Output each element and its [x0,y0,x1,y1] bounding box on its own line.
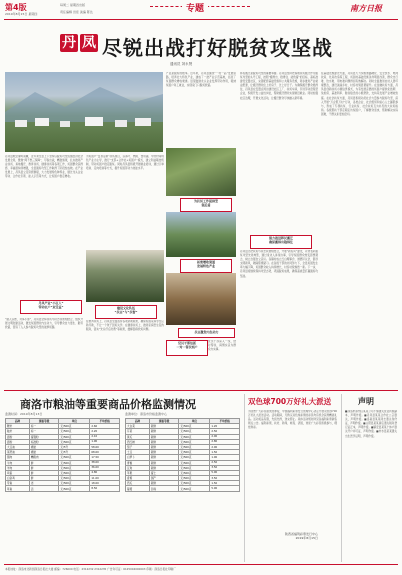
table-cell: 36.00 [90,465,120,470]
article-col-3-top: 产业是脱贫的根本。近年来，丹凤县围绕“一村一品”发展思路，培育壮大特色产业，建成了一批产业示范基地，拓宽了贫困群众增收渠道。县里鼓励龙头企业发挥带动作用，吸纳贫困户务工就业，实现家门口脱贫致富。 [166,72,236,88]
farm-photo [166,148,236,196]
table-cell: 面粉 [6,439,30,444]
article-col-1-top: 丹凤县地处秦岭南麓，近年来全县上下坚持以脱贫攻坚统揽经济社会发展全局，聚焦“两不愁三保障”，尽锐出战，精准施策，扎实推进产业扶贫、易地搬迁、教育扶贫、健康扶贫等各项工作，贫困群众获得感、幸福感持续增强，全县脱贫攻坚工作取得了阶段性成效。在产业发展上，丹凤县立足资源禀赋，大力发展特色种养业，通过龙头企业带动、合作社引领、能人示范等方式，让贫困户稳定增收。 [5,155,83,179]
workshop-photo [166,273,236,325]
caption-income [180,259,232,273]
table-cell: 18.00 [90,481,120,486]
caption-aspiration-text: 扶志激发内生动力 [194,330,219,334]
table-cell: 新鲜 [149,434,179,439]
headline-byline: 通讯员 刘永贤 [170,62,193,66]
table-cell: 豆角 [126,465,150,470]
headline-title: 尽锐出战打好脱贫攻坚战 [102,36,333,60]
table-cell: 元/500克 [59,476,90,481]
table-cell: 白萝卜 [126,455,150,460]
statement-title: 声明 [358,397,374,406]
statement-body: ■商洛市商州区某某公司不慎遗失营业执照副本，声明作废。■丹凤县某某合作社公章遗失，声明作废。■洛南县某某同志遗失身份证，声明作废。■山阳县某某商店遗失税务登记证正本，声明作废。■镇安县某某个体户遗失开户许可证，声明作废。■柞水县某某遗失出生医学证明，声明作废。 [345,410,397,438]
table-cell: 新鲜 [149,460,179,465]
headline-area [0,22,402,72]
header-date: 2019年8月15日 星期四 [5,12,38,16]
article-col-4: 移民搬迁是脱贫攻坚的重要举措。丹凤县坚持把易地扶贫搬迁作为脱贫攻坚的头号工程，按照“搬得出、稳得住、能致富”的目标，高标准建设安置社区，完善配套基础设施和公共服务设施，同步推进产业就业配套，让搬迁群众住上好房子、过上好日子。为确保搬迁群众稳得住，丹凤县在安置点周边建设社区工厂、扶贫车间，引进劳动密集型企业，积极开发公益性岗位，帮助搬迁群众实现就近就业。同时加强社区治理，开展文化活动，让搬迁群众尽快融入新环境。 [240,72,318,100]
caption-culture [95,305,157,319]
table-cell: 鸡蛋 [6,470,30,475]
table-cell: 元/5升 [59,444,90,449]
table-cell: 2.20 [90,429,120,434]
table-cell: 2.60 [90,424,120,429]
table-cell: 粳米 [6,424,30,429]
table-cell: 标准粉 [29,439,59,444]
table-cell: 元/500克 [179,455,210,460]
price-table-subtitle-left: 监测时间：2019年8月13日 [5,412,43,416]
caption-relocation-text: 强力推进移民搬迁 确保搬得出稳得住 [268,236,293,244]
table-cell: 富强粉 [29,434,59,439]
article-col-5: 在基础设施建设方面，丹凤县大力实施道路硬化、安全饮水、电网改造、危房改造等工程，贫困村基础设施条件明显改善，群众出行难、饮水难、用电难问题得到有效解决。同时全面推进农村人居环境整治，建设美丽乡村，村容村貌显著提升。在金融扶贫方面，丹凤县创新扶贫小额信贷模式，为有发展意愿的贫困户提供免抵押、免担保、基准利率、财政贴息的小额贷款，支持其发展产业增收致富。在社会扶贫方面，丹凤县积极动员社会力量参与脱贫攻坚，深入开展“万企帮万村”行动，各类企业、社会组织和爱心人士踊跃参与，形成了专项扶贫、行业扶贫、社会扶贫互为补充的大扶贫格局。各级帮扶干部定期走访贫困户，了解群众需求，帮助解决实际困难，干群关系更加密切。 [321,72,398,116]
table-cell: 元/500克 [59,470,90,475]
table-header-cell: 平均价格 [90,419,120,424]
table-cell: 白条鸡 [6,476,30,481]
table-cell: 2.50 [210,460,240,465]
table-cell: 鲜 [29,460,59,465]
table-cell: 元/500克 [59,455,90,460]
table-cell: 黄瓜 [126,434,150,439]
lottery-section [244,394,340,562]
caption-support [180,198,232,212]
table-cell: 活 [29,486,59,491]
table-cell: 大白菜 [126,424,150,429]
table-cell: 元/500克 [59,481,90,486]
table-cell: 元/500克 [59,424,90,429]
table-cell: 菜籽油 [6,450,30,455]
caption-party-text: 党员干部包抓 一对一帮扶到户 [176,341,198,349]
headline-tag-2: 凤 [82,35,96,51]
table-cell: 元/500克 [179,450,210,455]
table-cell: 苹果 [126,470,150,475]
table-cell: 籼米 [6,429,30,434]
headline-tag-1: 丹 [62,35,76,51]
table-row [126,486,240,491]
table-cell: 元/500克 [59,486,90,491]
masthead: 南方日报 [350,4,382,13]
price-table-section [5,394,241,562]
table-cell: 元/500克 [179,460,210,465]
table-cell: 5.00 [210,470,240,475]
footer-info: 本报地址：商洛市北新街商洛日报社大楼 邮编：726000 电话：2312232 2312235 广告许可证：6125004000003 印刷：商洛日报社印刷厂 [5,567,176,571]
statement-section [341,394,399,562]
table-cell: 鲜 [29,465,59,470]
footer-rule [4,564,398,565]
page-number: 第4版 [5,3,27,12]
table-cell: 17.50 [90,455,120,460]
table-cell: 58.00 [90,444,120,449]
table-cell: 元/500克 [59,460,90,465]
table-cell: 新鲜 [149,439,179,444]
table-cell: 精瘦肉 [29,455,59,460]
table-cell: 新鲜 [149,465,179,470]
table-cell: 国产 [149,476,179,481]
table-header-cell: 品种 [6,419,30,424]
table-cell: 桶装 [29,450,59,455]
article-col-2-bottom: 在教育扶贫上，丹凤县全面落实各项资助政策，确保贫困家庭学生应助尽助，不让一个孩子因贫失学；在健康扶贫上，推进家庭医生签约服务，落实“先诊疗后付费”等政策，缓解因病致贫问题。 [86,320,164,332]
article-col-4-bottom: 丹凤县还把扶贫与扶志扶智相结合，开展“新民风”建设，评选表彰脱贫攻坚先进典型，通过身边人讲身边事，引导贫困群众转变思想观念，树立自强自立意识。各镇村成立红白理事会、道德评议会，倡导文明新风，破除陈规陋习。在各级干部的共同努力下，全县贫困发生率大幅下降，贫困群众收入持续增长，村容村貌焕然一新。下一步，丹凤县将继续保持攻坚态势，巩固脱贫成果，确保高质量打赢脱贫攻坚战。 [240,250,318,278]
cultural-photo [86,250,164,302]
table-header-cell: 品种 [126,419,150,424]
table-cell: 新鲜 [149,429,179,434]
table-cell: 元/500克 [179,486,210,491]
table-cell: 青椒 [126,460,150,465]
price-table-subtitle-right: 监测单位：商洛市价格监测中心 [125,412,168,416]
caption-income-text: 拓宽增收渠道 发展特色产业 [196,260,215,268]
table-cell: 元/500克 [59,434,90,439]
table-cell: 元/500克 [179,439,210,444]
table-cell: 新鲜 [149,450,179,455]
header-editor-line: 责任编辑 田佳 美编 陈达 [60,10,93,14]
article-col-1-bottom: “做人以德，共享小康”，丹凤县坚持扶贫与扶志扶智相结合，组织开展文明创建活动，激发贫困群众内生动力，引导群众自力更生、勤劳致富，营造了人人参与脱贫攻坚的浓厚氛围。 [5,318,83,330]
village-photo-art [5,72,163,152]
table-cell: 元/500克 [179,434,210,439]
article-col-2-top: 为贫困户“量身定制”扶贫项目，以茶叶、核桃、食用菌、中药材等特色产业为主导，推行“支部+合作社+贫困户”模式，建立利益联结机制，带动贫困户稳定脱贫。同时丹凤县积极开展就业培训，通过订单培训、定向培训等方式，提升贫困劳动力技能水平。 [86,155,164,171]
table-cell: 香蕉 [126,476,150,481]
table-row [6,486,120,491]
header-mid-text: 每周二 星期四出版 [60,3,85,7]
article-col-3-bottom: 党员干部深入一线，结对帮扶，真情实意为群众办实事。 [208,340,236,352]
table-cell: 4.80 [90,470,120,475]
table-cell: 元/5升 [59,450,90,455]
table-cell: 茄子 [126,444,150,449]
table-cell: 草鱼 [6,486,30,491]
table-cell: 羊肉 [6,465,30,470]
table-cell: 冻 [29,481,59,486]
table-cell: 新鲜 [149,424,179,429]
table-cell: 牛肉 [6,460,30,465]
table-cell: 1.50 [210,481,240,486]
table-cell: 2.10 [90,434,120,439]
table-header-cell: 规格等级 [149,419,179,424]
table-cell: 元/500克 [59,429,90,434]
table-header-cell: 规格等级 [29,419,59,424]
table-cell: 大豆油 [6,444,30,449]
table-cell: 元/500克 [179,465,210,470]
table-cell: 新鲜 [149,481,179,486]
caption-aspiration [178,328,235,338]
table-cell: 元/500克 [179,470,210,475]
caption-party [166,340,208,356]
section-label: 专题 [182,1,208,14]
caption-support-text: 为扶贫工作提供坚 强后盾 [193,199,218,207]
table-header-cell: 单位 [59,419,90,424]
table-cell: 猪肉 [6,455,30,460]
table-cell: 元/500克 [179,481,210,486]
table-cell: 元/500克 [179,424,210,429]
table-cell: 西瓜 [126,481,150,486]
section-divider [4,390,398,391]
price-table-right [125,418,240,492]
table-header-cell: 平均价格 [210,419,240,424]
table-cell: 2.00 [210,434,240,439]
table-cell: 5.00 [210,486,240,491]
table-cell: 标一 [29,429,59,434]
caption-culture-text: 建设文化队伍 “扶志”与“扶智” [114,306,138,314]
table-cell: 新鲜 [149,455,179,460]
table-cell: 富士 [149,470,179,475]
caption-relocation [250,235,312,249]
lottery-title: 双色球700万好礼大派送 [248,397,332,406]
tea-photo [166,212,236,257]
table-cell: 元/500克 [179,476,210,481]
table-cell: 面粉 [6,434,30,439]
table-cell: 葡萄 [126,486,150,491]
table-cell: 标一 [29,424,59,429]
lottery-body: 为回馈广大彩民朋友的厚爱，中国福利彩票发行管理中心决定开展双色球700万好礼大派送活动。活动期间，凡购买双色球彩票的彩民均有机会获得精美礼品。活动奖品有限，先到先得，送完即止。具体活动规则详见各福利彩票销售网点公告。福利彩票，扶老、助残、救孤、济困，欢迎广大彩民积极参与，理性购彩。 [248,410,337,430]
table-cell: 1.50 [210,450,240,455]
header-rule [4,19,398,20]
table-cell: 鲜 [29,476,59,481]
table-header-cell: 单位 [179,419,210,424]
village-photo [5,72,163,152]
table-cell: 3.50 [210,476,240,481]
lottery-footer: 陕西省福利彩票发行中心 2019年8月15日 [285,532,319,540]
table-cell: 1.90 [90,439,120,444]
table-cell: 元/500克 [179,429,210,434]
table-cell: 带鱼 [6,481,30,486]
table-cell: 11.00 [90,476,120,481]
table-cell: 68.00 [90,450,120,455]
table-cell: 1.00 [210,455,240,460]
price-table-title: 商洛市粮油等重要商品价格监测情况 [20,398,196,411]
page-header [0,0,402,20]
table-cell: 2.00 [210,444,240,449]
table-cell: 2.50 [210,429,240,434]
table-cell: 巨峰 [149,486,179,491]
table-cell: 新鲜 [149,444,179,449]
table-cell: 元/500克 [179,444,210,449]
caption-industry-text: 丹凤产业“小巨人” 带动农户“双受益” [38,301,64,309]
price-table-left [5,418,120,492]
caption-industry [20,300,82,314]
table-cell: 西红柿 [126,439,150,444]
table-cell: 2.80 [210,439,240,444]
table-cell: 元/500克 [59,465,90,470]
table-cell: 1.20 [210,424,240,429]
table-cell: 3.50 [210,465,240,470]
table-cell: 芹菜 [126,429,150,434]
table-cell: 桶装 [29,444,59,449]
table-cell: 8.50 [90,486,120,491]
table-cell: 元/500克 [59,439,90,444]
table-cell: 38.00 [90,460,120,465]
table-cell: 鲜 [29,470,59,475]
table-cell: 土豆 [126,450,150,455]
